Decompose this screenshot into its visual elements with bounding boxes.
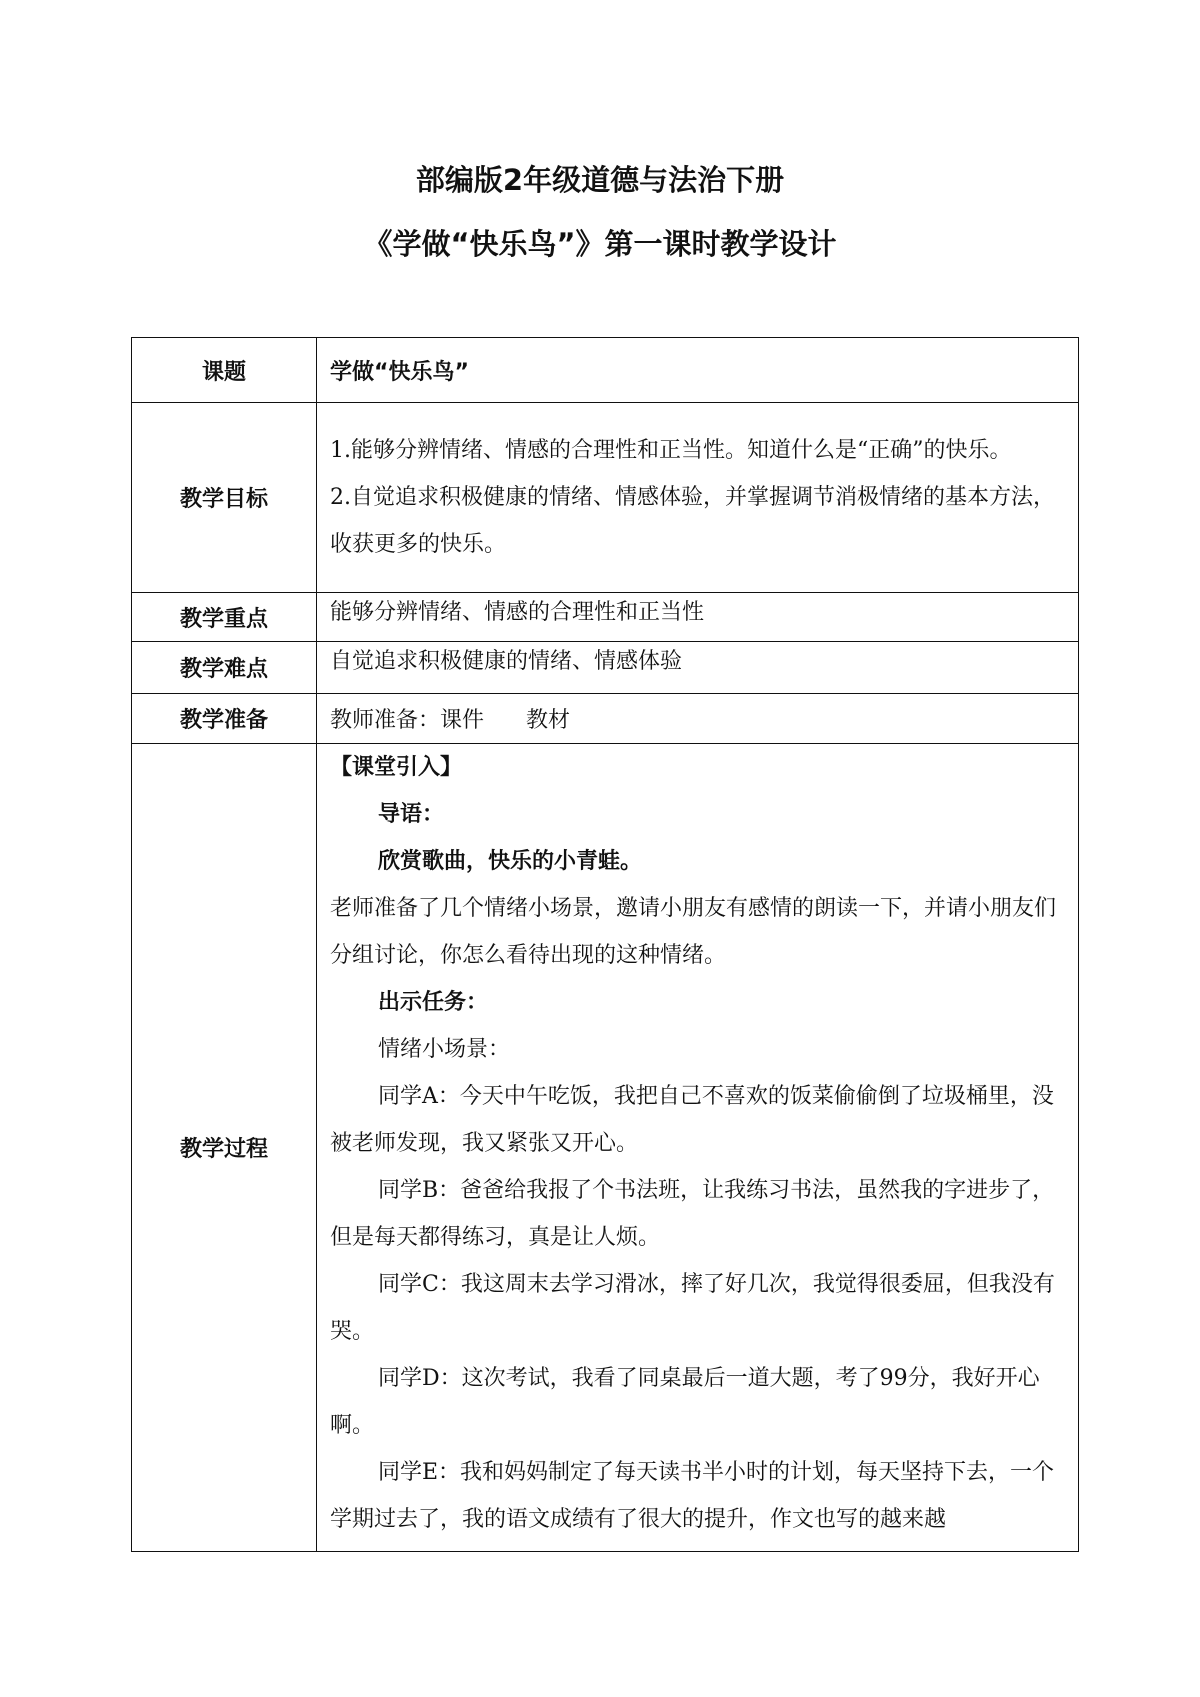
goals-content: [317, 403, 1079, 593]
process-paragraph: 同学E：我和妈妈制定了每天读书半小时的计划，每天坚持下去，一个学期过去了，我的语文成绩有了很大的提升，作文也写的越来越: [330, 1460, 1055, 1532]
goal-item: 2.自觉追求积极健康的情绪、情感体验，并掌握调节消极情绪的基本方法，收获更多的快乐。: [330, 485, 1055, 557]
process-paragraph: 同学A：今天中午吃饭，我把自己不喜欢的饭菜偷偷倒了垃圾桶里，没被老师发现，我又紧张又开心。: [330, 1084, 1054, 1156]
document-title: 部编版2年级道德与法治下册: [415, 163, 785, 197]
lesson-plan-table: [131, 337, 1079, 1552]
process-paragraph: 情绪小场景：: [378, 1037, 511, 1062]
process-paragraph: 老师准备了几个情绪小场景，邀请小朋友有感情的朗读一下，并请小朋友们分组讨论，你怎么看待出现的这种情绪。: [330, 896, 1057, 968]
process-content: [317, 744, 1079, 1552]
goal-item: 1.能够分辨情绪、情感的合理性和正当性。知道什么是“正确”的快乐。: [330, 438, 1012, 463]
topic-label: 课题: [132, 338, 317, 403]
section-heading: 【课堂引入】: [330, 755, 463, 780]
process-paragraph: 欣赏歌曲，快乐的小青蛙。: [378, 849, 643, 874]
table-row-topic: [132, 338, 1079, 403]
process-paragraph: 同学C：我这周末去学习滑冰，摔了好几次，我觉得很委屈，但我没有哭。: [330, 1272, 1055, 1344]
process-paragraph: 同学D：这次考试，我看了同桌最后一道大题，考了99分，我好开心啊。: [330, 1366, 1040, 1438]
table-row-key-point: [132, 593, 1079, 642]
table-row-preparation: [132, 694, 1079, 744]
preparation-value: 教师准备：课件 教材: [317, 694, 1079, 744]
goals-label: 教学目标: [132, 403, 317, 593]
process-paragraph: 出示任务：: [378, 990, 489, 1015]
preparation-label: 教学准备: [132, 694, 317, 744]
document-subtitle: 《学做“快乐鸟”》第一课时教学设计: [363, 227, 837, 261]
table-row-difficulty: [132, 642, 1079, 694]
process-paragraph: 导语：: [378, 802, 445, 827]
table-row-goals: [132, 403, 1079, 593]
process-label: 教学过程: [132, 744, 317, 1552]
table-row-process: [132, 744, 1079, 1552]
key-point-value: 能够分辨情绪、情感的合理性和正当性: [317, 593, 1079, 642]
difficulty-label: 教学难点: [132, 642, 317, 694]
difficulty-value: 自觉追求积极健康的情绪、情感体验: [317, 642, 1079, 694]
process-paragraph: 同学B：爸爸给我报了个书法班，让我练习书法，虽然我的字进步了，但是每天都得练习，真是让人烦。: [330, 1178, 1055, 1250]
topic-value: 学做“快乐鸟”: [317, 338, 1079, 403]
key-point-label: 教学重点: [132, 593, 317, 642]
